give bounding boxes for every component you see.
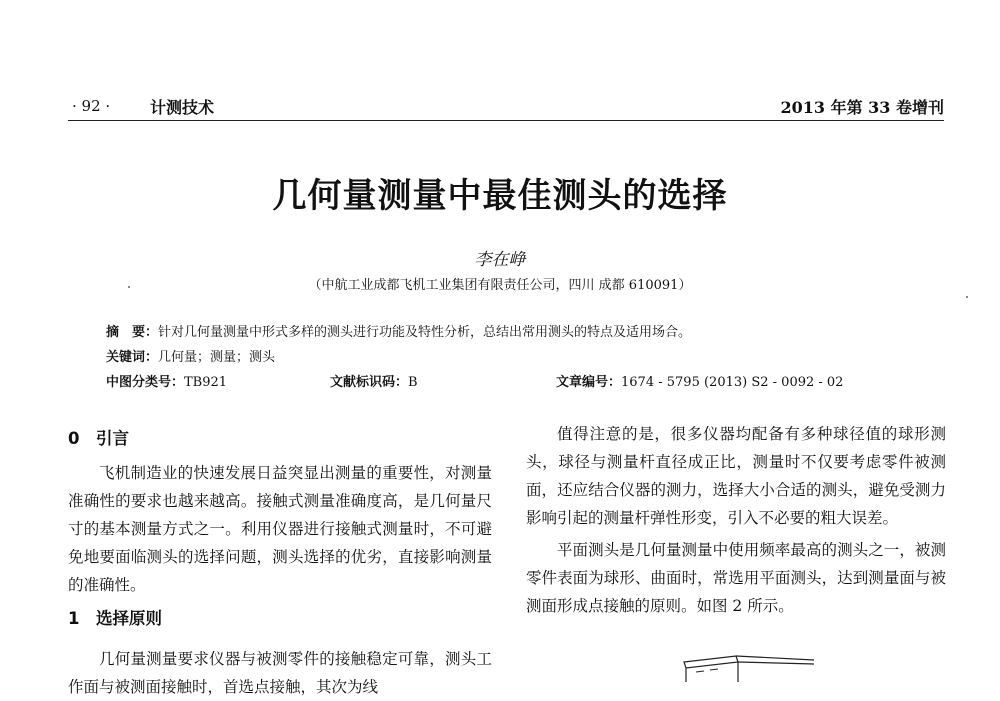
scan-speck — [128, 286, 130, 288]
affiliation: （中航工业成都飞机工业集团有限责任公司，四川 成都 610091） — [308, 278, 692, 293]
right-paragraph-2: 平面测头是几何量测量中使用频率最高的测头之一，被测零件表面为球形、曲面时，常选用平面测头，达到测量面与被测面形成点接触的原则。如图 2 所示。 — [526, 541, 946, 615]
article-title: 几何量测量中最佳测头的选择 — [272, 176, 728, 216]
author: 李在峥 — [474, 250, 526, 270]
right-column — [526, 420, 946, 620]
article-no-value: 1674 - 5795 (2013) S2 - 0092 - 02 — [621, 375, 844, 390]
section-1-paragraph: 几何量测量要求仪器与被测零件的接触稳定可靠，测头工作面与被测面接触时，首选点接触，其次为线 — [68, 650, 492, 696]
section-0-heading: 0 引言 — [68, 429, 129, 448]
journal-name: 计测技术 — [150, 98, 215, 117]
section-0-paragraph: 飞机制造业的快速发展日益突显出测量的重要性，对测量准确性的要求也越来越高。接触式测量准确度高，是几何量尺寸的基本测量方式之一。利用仪器进行接触式测量时，不可避免地要面临测头的选择问题，测头选择的优劣，直接影响测量的准确性。 — [68, 464, 492, 594]
clc-label: 中图分类号： — [106, 375, 185, 390]
header-rule — [68, 120, 944, 121]
page-number: · 92 · — [72, 97, 111, 115]
keywords-text: 几何量；测量；测头 — [158, 350, 276, 365]
clc-number — [106, 371, 227, 390]
figure-2-drawing — [676, 648, 826, 682]
issue-info: 2013 年第 33 卷增刊 — [780, 98, 944, 117]
clc-value: TB921 — [184, 375, 228, 390]
left-column — [68, 425, 492, 701]
document-code — [330, 371, 418, 390]
keywords — [106, 346, 275, 365]
doc-code-value: B — [408, 375, 418, 390]
article-number — [556, 371, 843, 390]
right-paragraph-1: 值得注意的是，很多仪器均配备有多种球径值的球形测头，球径与测量杆直径成正比，测量时不仅要考虑零件被测面，还应结合仪器的测力，选择大小合适的测头，避免受测力影响引起的测量杆弹性形变，引入不必要的粗大误差。 — [526, 425, 946, 527]
scan-speck — [966, 296, 968, 298]
doc-code-label: 文献标识码： — [330, 375, 409, 390]
keywords-label: 关键词： — [106, 350, 159, 365]
article-no-label: 文章编号： — [556, 375, 622, 390]
section-1-heading: 1 选择原则 — [68, 609, 162, 628]
abstract-label: 摘 要： — [106, 325, 159, 340]
abstract — [106, 321, 691, 340]
abstract-text: 针对几何量测量中形式多样的测头进行功能及特性分析，总结出常用测头的特点及适用场合。 — [158, 325, 692, 340]
